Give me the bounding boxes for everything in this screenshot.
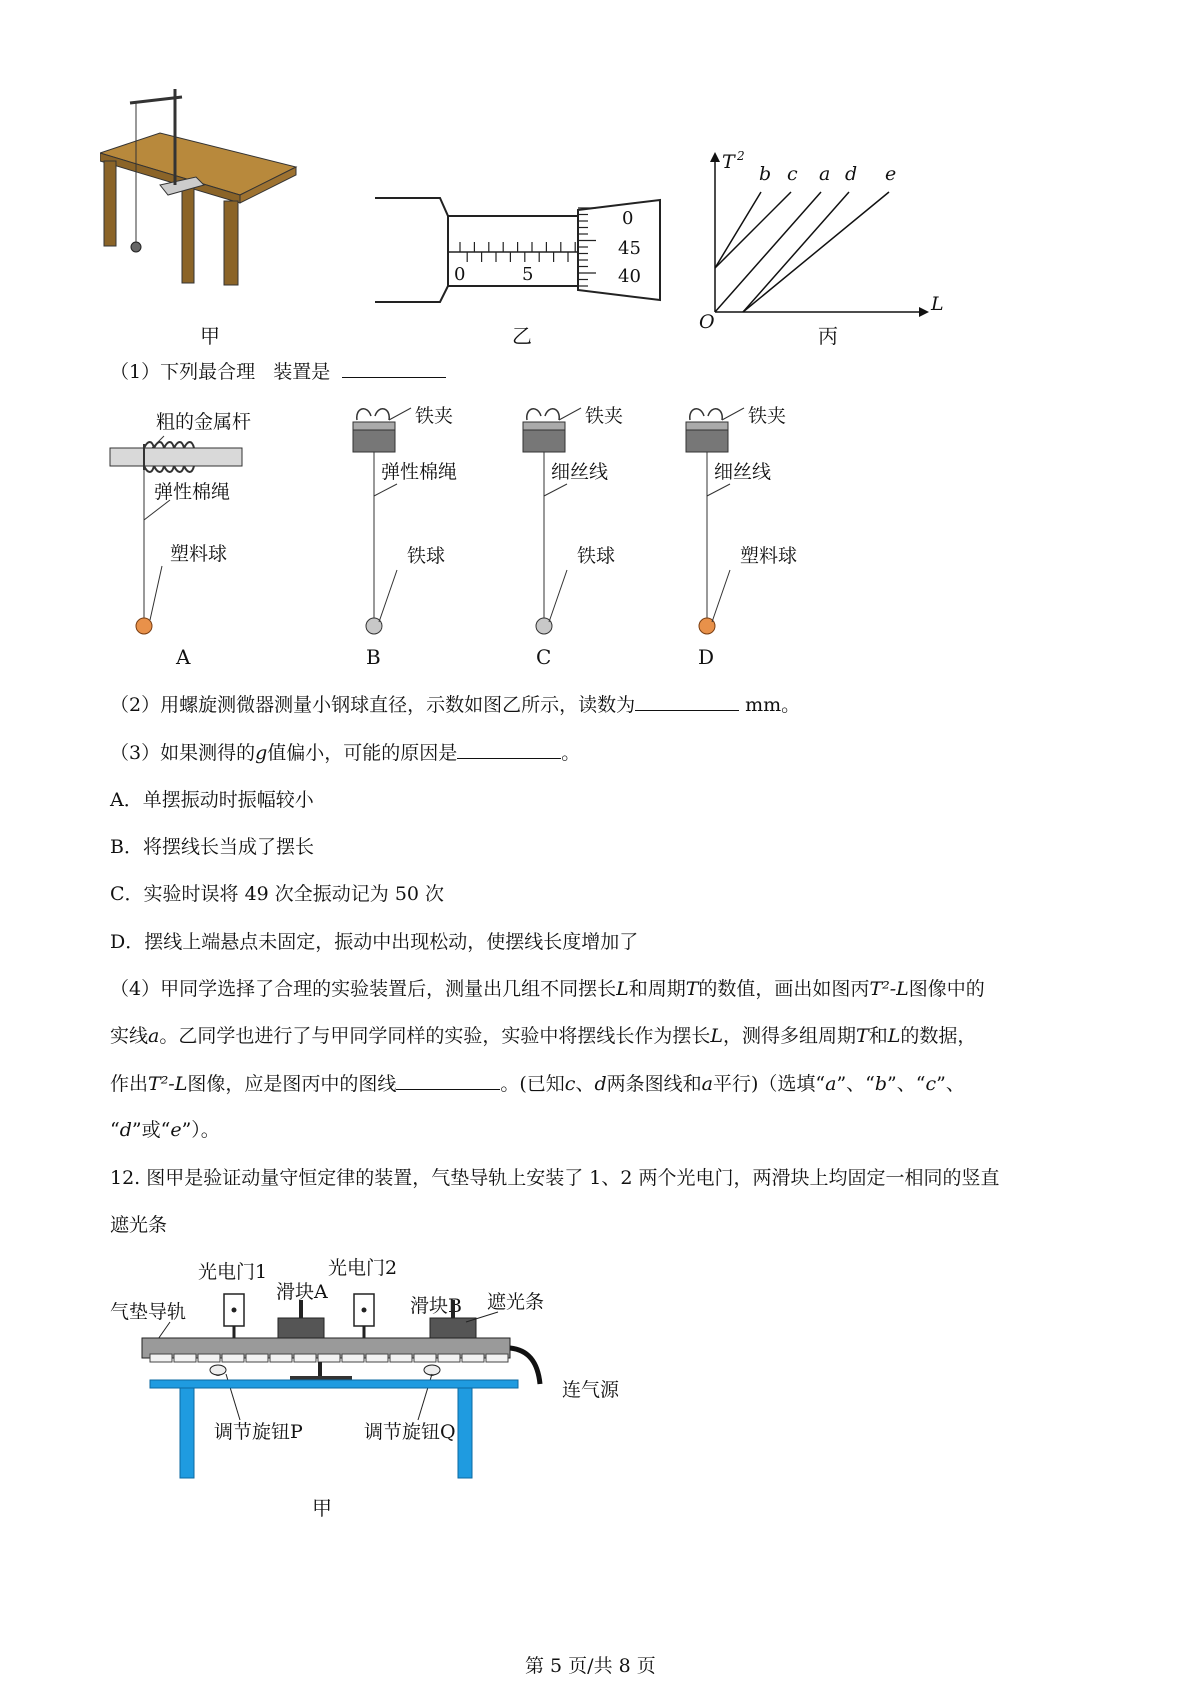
caption-yi: 乙: [512, 324, 532, 348]
track-segment: [366, 1354, 388, 1362]
track-segment: [150, 1354, 172, 1362]
figure-bing-graph: [695, 150, 945, 330]
option-d-rope-label: 细丝线: [714, 461, 772, 483]
caption-q12-jia: 甲: [312, 1496, 332, 1520]
track-segment: [198, 1354, 220, 1362]
graph-x-label: L: [931, 293, 944, 315]
option-c-ball-label: 铁球: [577, 545, 616, 567]
option-b-letter: B: [366, 645, 381, 669]
figure-yi-micrometer: [370, 190, 670, 310]
thimble-0: 0: [622, 208, 634, 229]
option-c-top-label: 铁夹: [585, 405, 624, 427]
option-d-letter: D: [698, 645, 715, 669]
caption-bing: 丙: [818, 324, 838, 348]
graph-label-a: a: [819, 163, 831, 185]
label-knob-p: 调节旋钮P: [214, 1421, 303, 1443]
label-gate-2: 光电门2: [328, 1257, 398, 1279]
figure-jia-table: [100, 85, 310, 295]
label-track: 气垫导轨: [110, 1301, 187, 1323]
option-a-letter: A: [176, 645, 191, 669]
track-segment: [246, 1354, 268, 1362]
q4-answer-blank[interactable]: [396, 1069, 500, 1090]
option-a-rope-label: 弹性棉绳: [154, 481, 231, 503]
q2-text: （2）用螺旋测微器测量小钢球直径，示数如图乙所示，读数为 mm。: [110, 690, 800, 719]
label-gate-1: 光电门1: [198, 1261, 268, 1283]
graph-line-b: [715, 192, 761, 268]
track-segment: [462, 1354, 484, 1362]
graph-label-c: c: [787, 163, 798, 185]
option-a-apparatus: [100, 400, 300, 640]
q3-choice-b: B．将摆线长当成了摆长: [110, 836, 314, 858]
q3-choice-d: D．摆线上端悬点未固定，振动中出现松动，使摆线长度增加了: [110, 931, 639, 953]
track-segment: [390, 1354, 412, 1362]
figure-air-track: [110, 1250, 650, 1480]
q12-line-2: 遮光条: [110, 1214, 168, 1236]
track-segment: [342, 1354, 364, 1362]
q3-answer-blank[interactable]: [457, 738, 561, 759]
option-d-apparatus: [678, 400, 848, 640]
option-b-apparatus: [345, 400, 515, 640]
thimble-40: 40: [618, 266, 641, 287]
q4-line-4: “d”或“e”）。: [110, 1119, 220, 1141]
q4-line-3: 作出T²-L图像，应是图丙中的图线 。(已知c、d两条图线和a平行)（选填“a”、“b”、“c”、: [110, 1069, 965, 1098]
q3-text: （3）如果测得的g值偏小，可能的原因是 。: [110, 738, 580, 767]
caption-jia: 甲: [200, 324, 220, 348]
label-slider-b: 滑块B: [410, 1295, 462, 1317]
option-b-top-label: 铁夹: [415, 405, 454, 427]
option-a-ball-label: 塑料球: [170, 543, 228, 565]
option-b-ball-label: 铁球: [407, 545, 446, 567]
track-segments: [150, 1354, 508, 1362]
track-segment: [414, 1354, 436, 1362]
q3-choice-c: C．实验时误将 49 次全振动记为 50 次: [110, 883, 445, 905]
main-scale-5: 5: [522, 264, 534, 285]
q3-choice-a: A．单摆振动时振幅较小: [110, 789, 314, 811]
graph-y-label: T: [722, 151, 735, 173]
option-c-rope-label: 细丝线: [551, 461, 609, 483]
track-segment: [486, 1354, 508, 1362]
q4-line-2: 实线a。乙同学也进行了与甲同学同样的实验，实验中将摆线长作为摆长L，测得多组周期T和L的数据，: [110, 1025, 977, 1047]
graph-line-e: [743, 192, 889, 312]
graph-origin: O: [699, 311, 715, 330]
label-air-source: 连气源: [562, 1379, 620, 1401]
track-segment: [294, 1354, 316, 1362]
track-segment: [174, 1354, 196, 1362]
graph-label-d: d: [845, 163, 858, 185]
label-knob-q: 调节旋钮Q: [364, 1421, 456, 1443]
graph-label-e: e: [885, 163, 897, 185]
label-strip: 遮光条: [487, 1291, 545, 1313]
track-segment: [222, 1354, 244, 1362]
q1-text: （1）下列最合理 装置是: [110, 357, 446, 386]
track-segment: [270, 1354, 292, 1362]
track-segment: [318, 1354, 340, 1362]
graph-line-c: [715, 192, 791, 268]
thimble-45: 45: [618, 238, 641, 259]
graph-label-b: b: [759, 163, 772, 185]
main-scale-0: 0: [454, 264, 466, 285]
page-footer: 第 5 页/共 8 页: [525, 1655, 656, 1677]
track-segment: [438, 1354, 460, 1362]
graph-line-d: [743, 192, 849, 312]
option-a-top-label: 粗的金属杆: [156, 411, 252, 433]
option-b-rope-label: 弹性棉绳: [381, 461, 458, 483]
q1-answer-blank[interactable]: [342, 357, 446, 378]
graph-y-sup: 2: [737, 150, 745, 163]
option-c-letter: C: [536, 645, 552, 669]
option-d-ball-label: 塑料球: [740, 545, 798, 567]
label-slider-a: 滑块A: [276, 1281, 328, 1303]
q4-line-1: （4）甲同学选择了合理的实验装置后，测量出几组不同摆长L和周期T的数值，画出如图丙T²-L图像中的: [110, 978, 985, 1000]
q2-answer-blank[interactable]: [635, 690, 739, 711]
q12-line-1: 12. 图甲是验证动量守恒定律的装置，气垫导轨上安装了 1、2 两个光电门，两滑块上均固定一相同的竖直: [110, 1167, 1000, 1189]
option-d-top-label: 铁夹: [748, 405, 787, 427]
option-c-apparatus: [515, 400, 685, 640]
